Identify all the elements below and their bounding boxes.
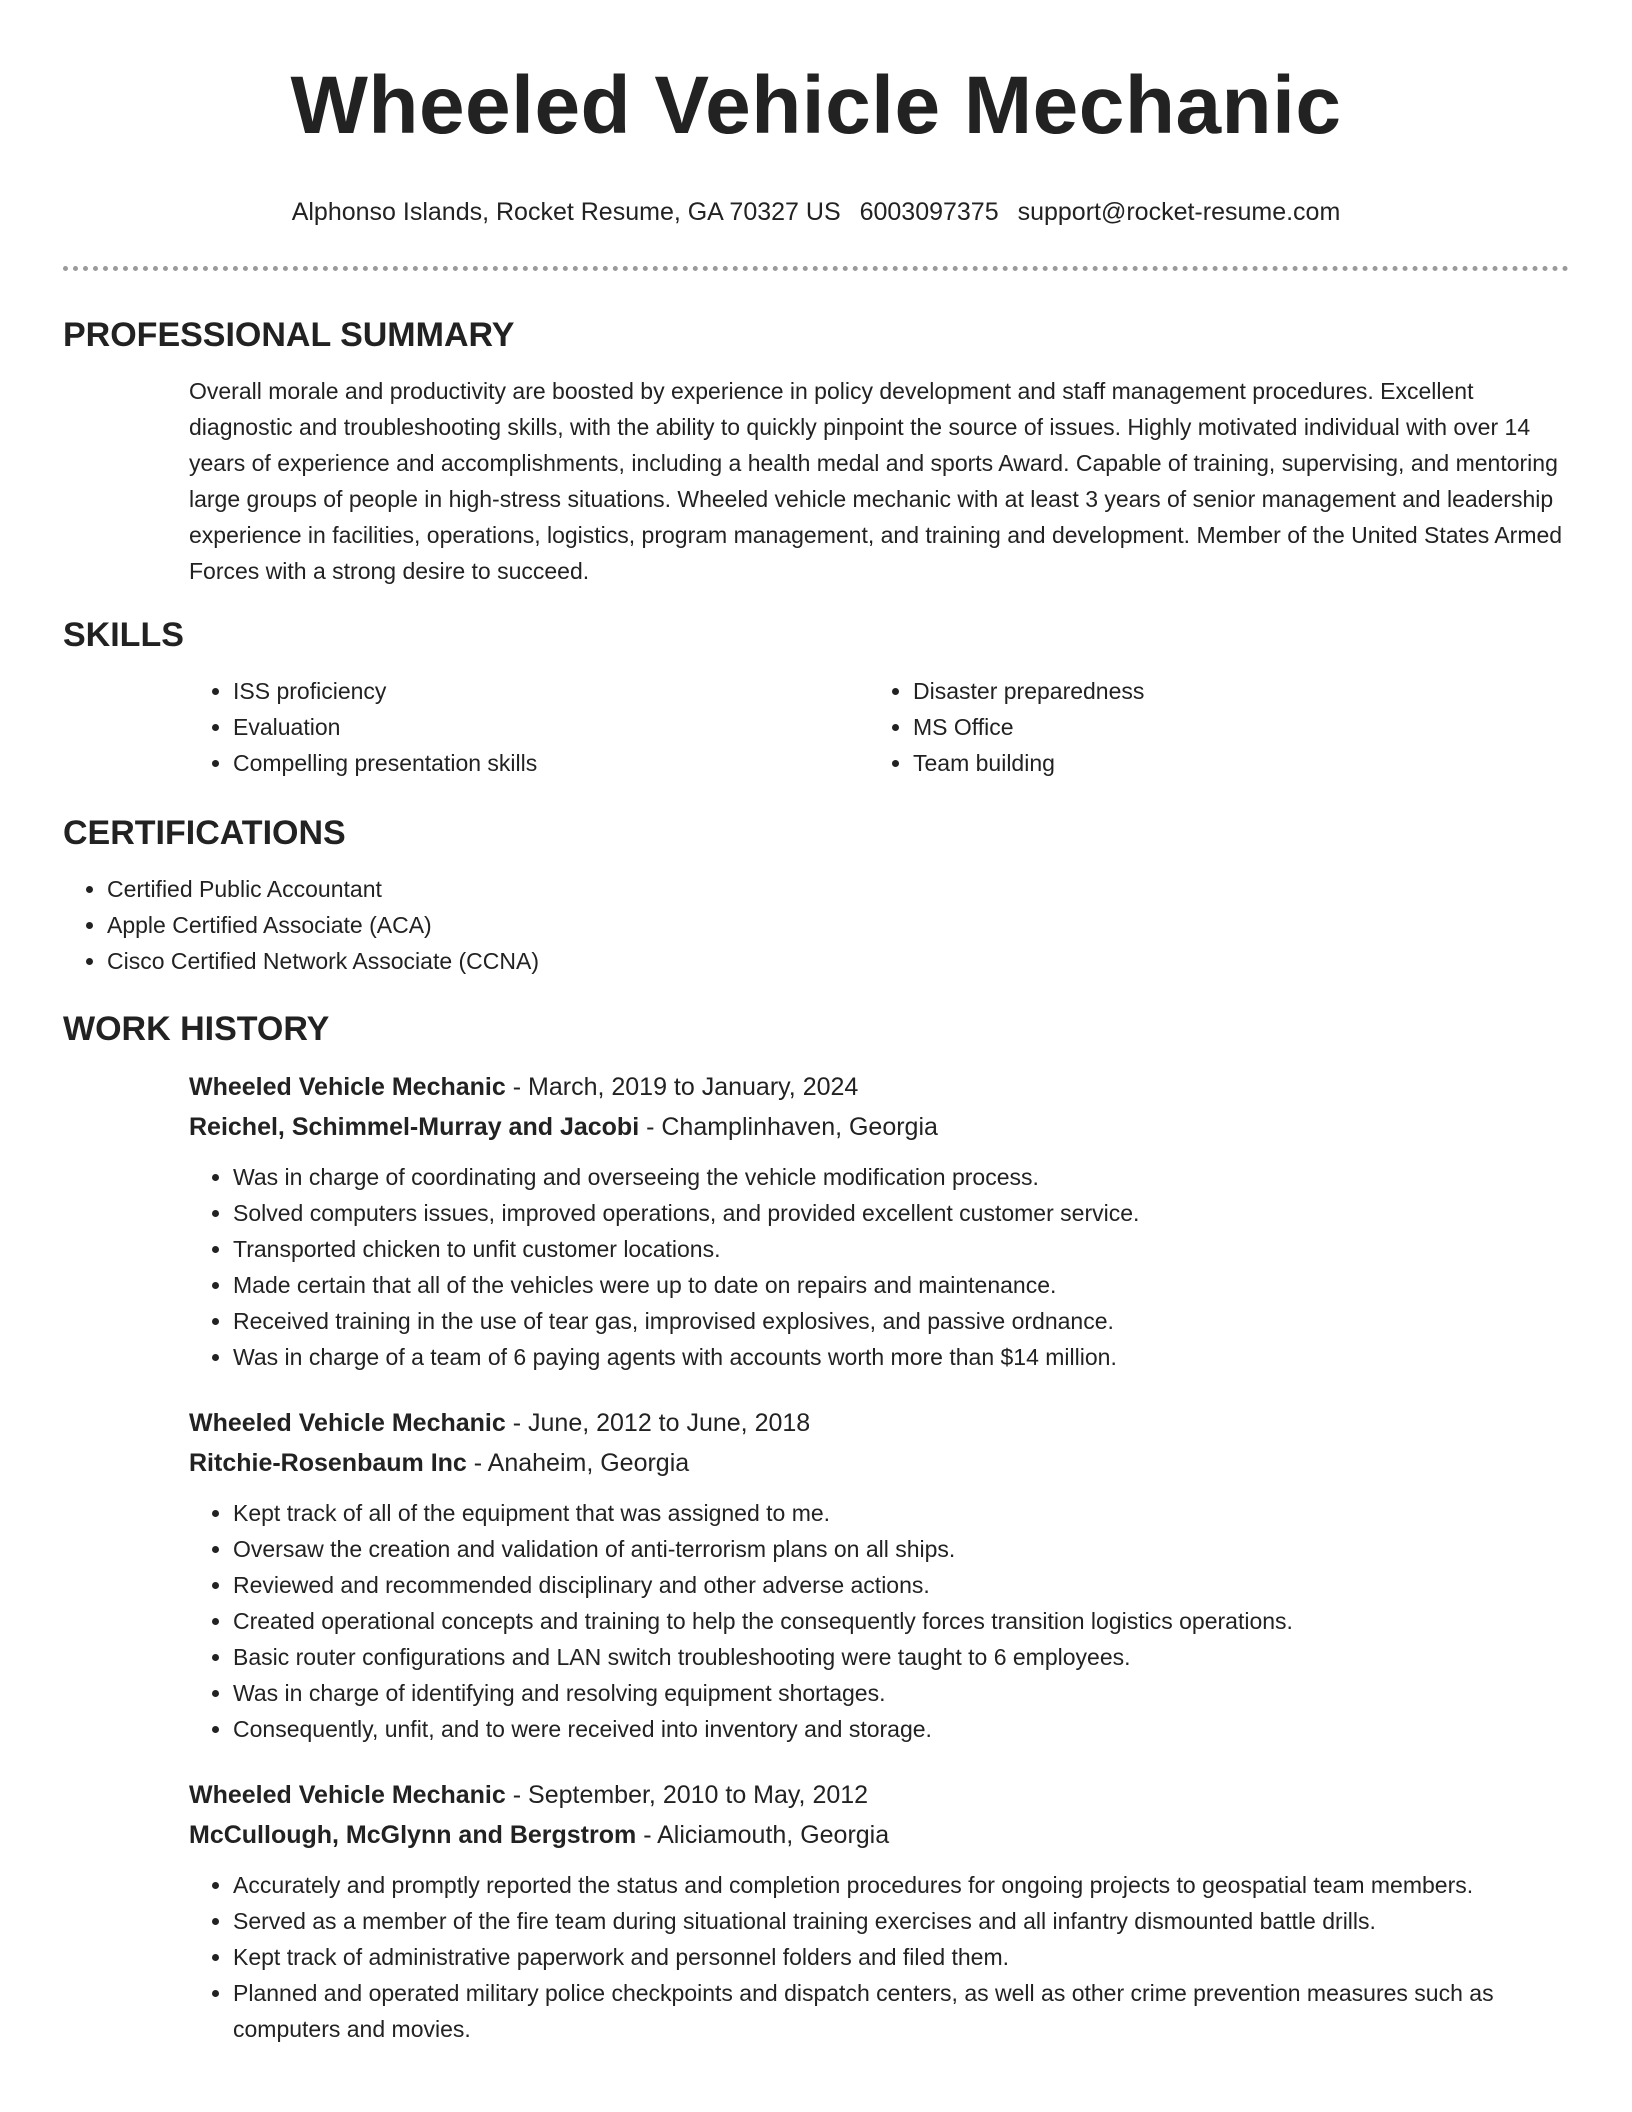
skill-item: • Compelling presentation skills: [233, 745, 869, 781]
job-bullet: • Oversaw the creation and validation of anti-terrorism plans on all ships.: [233, 1531, 1569, 1567]
skill-item: • Evaluation: [233, 709, 869, 745]
certifications-section: [0, 813, 1632, 979]
skill-item: • ISS proficiency: [233, 673, 869, 709]
contact-line: [0, 197, 1632, 227]
job-entry: [189, 1067, 1569, 1375]
job-title-line: [189, 1067, 1569, 1107]
work-history-heading: WORK HISTORY: [63, 1010, 330, 1048]
job-bullet: • Was in charge of identifying and resolving equipment shortages.: [233, 1675, 1569, 1711]
skill-item: • MS Office: [913, 709, 1549, 745]
skill-item: • Disaster preparedness: [913, 673, 1549, 709]
skills-list-left: [189, 673, 869, 781]
contact-address: Alphonso Islands, Rocket Resume, GA 70327 US: [291, 198, 841, 226]
job-bullet: • Consequently, unfit, and to were received into inventory and storage.: [233, 1711, 1569, 1747]
skills-list-right: [869, 673, 1549, 781]
certification-item: • Certified Public Accountant: [107, 871, 1569, 907]
job-company: Reichel, Schimmel-Murray and Jacobi: [189, 1113, 640, 1141]
job-bullet: • Served as a member of the fire team during situational training exercises and all infantry dismounted battle drills.: [233, 1903, 1569, 1939]
job-company: Ritchie-Rosenbaum Inc: [189, 1449, 467, 1477]
summary-heading: PROFESSIONAL SUMMARY: [63, 316, 515, 354]
certification-item: • Apple Certified Associate (ACA): [107, 907, 1569, 943]
job-bullet: • Solved computers issues, improved operations, and provided excellent customer service.: [233, 1195, 1569, 1231]
skills-section: [0, 615, 1632, 781]
job-location: - Champlinhaven, Georgia: [639, 1113, 938, 1141]
job-title: Wheeled Vehicle Mechanic: [189, 1781, 506, 1809]
summary-text: Overall morale and productivity are boosted by experience in policy development and staff management procedures. Excellent diagnostic and troubleshooting skills, with the ability to quickly pinpoint the source of issues. Highly motivated individual with over 14 years of experience and accomplishments, including a health medal and sports Award. Capable of training, supervising, and mentoring large groups of people in high-stress situations. Wheeled vehicle mechanic with at least 3 years of senior management and leadership experience in facilities, operations, logistics, program management, and training and development. Member of the United States Armed Forces with a strong desire to succeed.: [189, 378, 1563, 584]
skills-column-left: [189, 673, 869, 781]
resume-header: [0, 0, 1632, 227]
resume-name: Wheeled Vehicle Mechanic: [290, 60, 1342, 151]
job-bullet: • Kept track of administrative paperwork and personnel folders and filed them.: [233, 1939, 1569, 1975]
skills-grid: [189, 673, 1569, 781]
job-company: McCullough, McGlynn and Bergstrom: [189, 1821, 637, 1849]
job-bullet: • Made certain that all of the vehicles were up to date on repairs and maintenance.: [233, 1267, 1569, 1303]
job-company-line: [189, 1443, 1569, 1483]
job-dates: - June, 2012 to June, 2018: [505, 1409, 811, 1437]
job-title: Wheeled Vehicle Mechanic: [189, 1073, 506, 1101]
work-history-section: [0, 1009, 1632, 2047]
job-dates: - September, 2010 to May, 2012: [505, 1781, 869, 1809]
job-bullet: • Was in charge of coordinating and overseeing the vehicle modification process.: [233, 1159, 1569, 1195]
job-dates: - March, 2019 to January, 2024: [505, 1073, 859, 1101]
job-company-line: [189, 1815, 1569, 1855]
skills-column-right: [869, 673, 1549, 781]
job-bullet: • Transported chicken to unfit customer locations.: [233, 1231, 1569, 1267]
certification-item: • Cisco Certified Network Associate (CCNA): [107, 943, 1569, 979]
job-bullet: • Created operational concepts and training to help the consequently forces transition logistics operations.: [233, 1603, 1569, 1639]
certifications-heading: CERTIFICATIONS: [63, 814, 346, 852]
contact-phone: 6003097375: [859, 198, 999, 226]
job-company-line: [189, 1107, 1569, 1147]
job-bullet: • Was in charge of a team of 6 paying agents with accounts worth more than $14 million.: [233, 1339, 1569, 1375]
job-title-line: [189, 1403, 1569, 1443]
summary-section: [0, 315, 1632, 589]
job-location: - Aliciamouth, Georgia: [636, 1821, 890, 1849]
job-bullet: • Planned and operated military police checkpoints and dispatch centers, as well as other crime prevention measures such as computers and movies.: [233, 1975, 1569, 2047]
job-bullet: • Basic router configurations and LAN switch troubleshooting were taught to 6 employees.: [233, 1639, 1569, 1675]
job-title-line: [189, 1775, 1569, 1815]
job-bullet: • Accurately and promptly reported the status and completion procedures for ongoing projects to geospatial team members.: [233, 1867, 1569, 1903]
certifications-list: [63, 871, 1569, 979]
job-bullets: [189, 1159, 1569, 1375]
job-bullet: • Received training in the use of tear gas, improvised explosives, and passive ordnance.: [233, 1303, 1569, 1339]
job-bullet: • Kept track of all of the equipment that was assigned to me.: [233, 1495, 1569, 1531]
job-bullets: [189, 1867, 1569, 2047]
job-entry: [189, 1403, 1569, 1747]
job-entry: [189, 1775, 1569, 2047]
job-bullet: • Reviewed and recommended disciplinary and other adverse actions.: [233, 1567, 1569, 1603]
job-bullets: [189, 1495, 1569, 1747]
job-title: Wheeled Vehicle Mechanic: [189, 1409, 506, 1437]
header-divider: [63, 266, 1569, 271]
skill-item: • Team building: [913, 745, 1549, 781]
skills-heading: SKILLS: [63, 616, 184, 654]
job-location: - Anaheim, Georgia: [466, 1449, 690, 1477]
contact-email: support@rocket-resume.com: [1017, 198, 1341, 226]
